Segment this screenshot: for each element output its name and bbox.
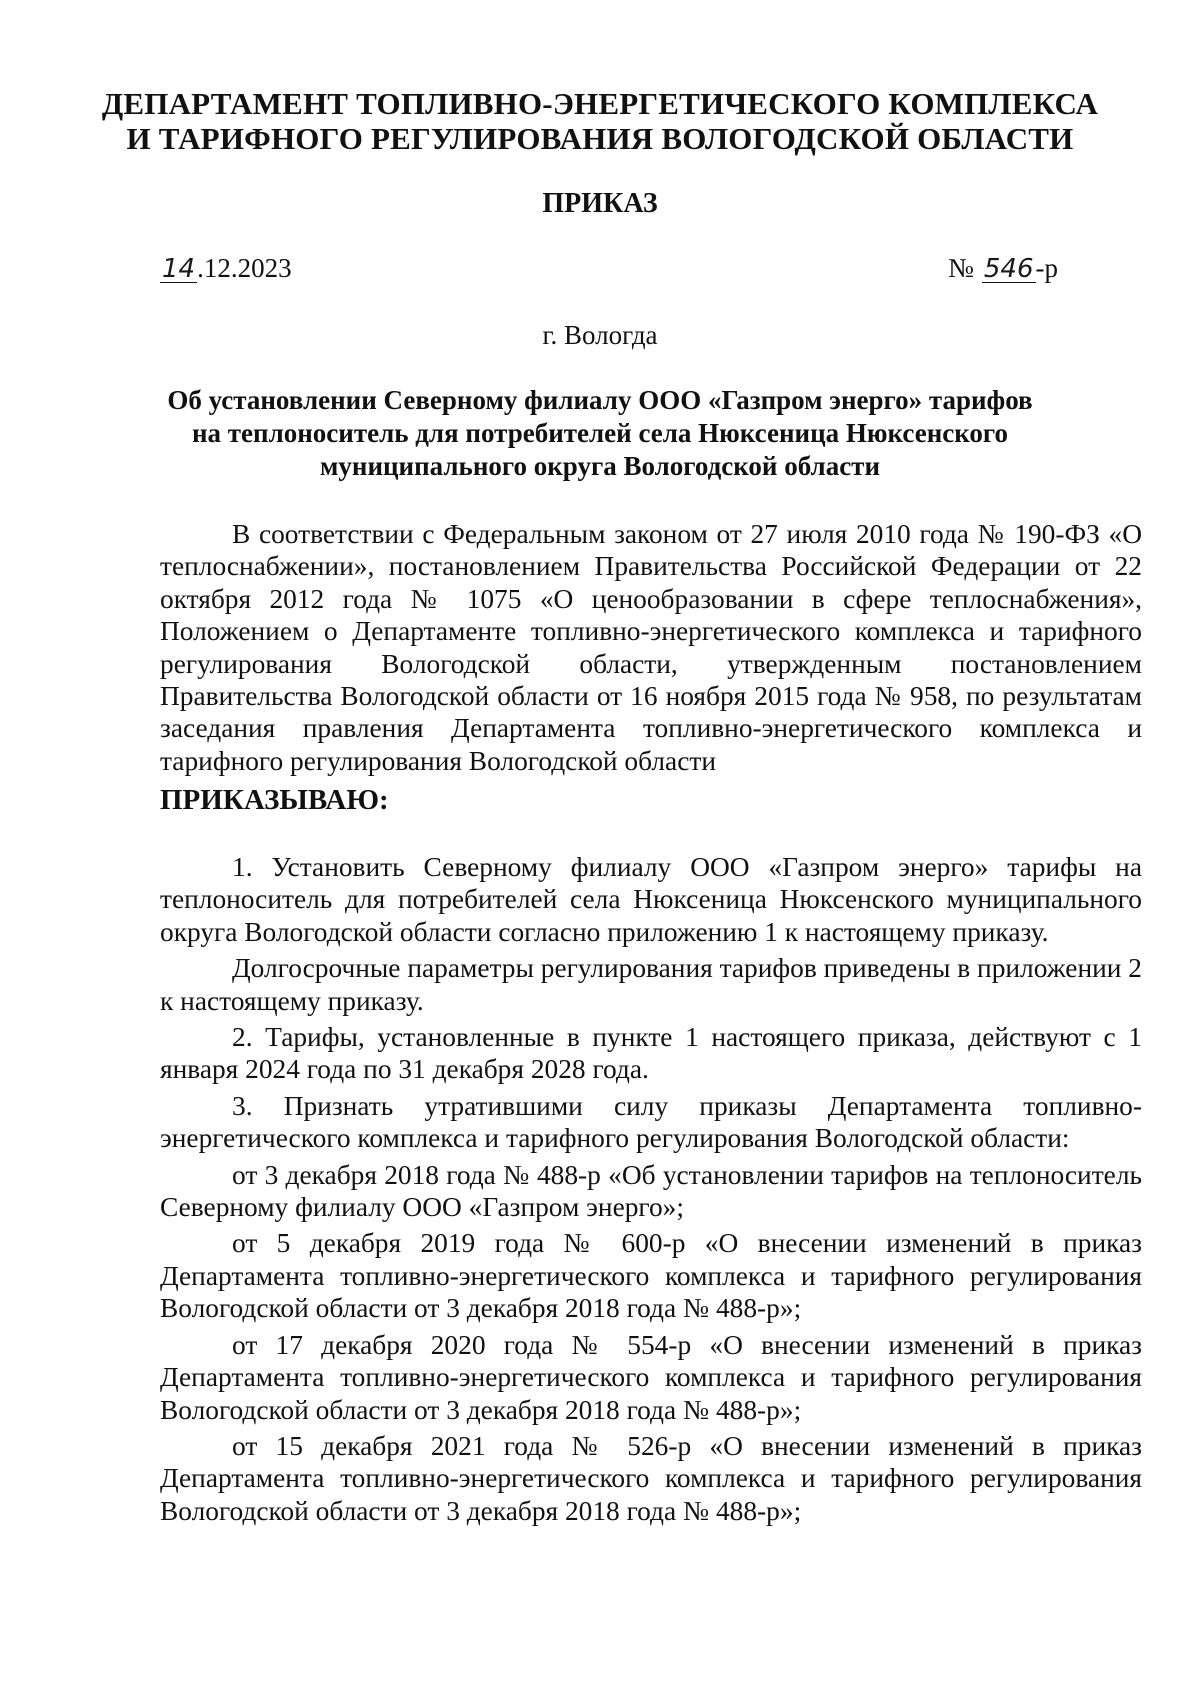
item-paragraph: от 17 декабря 2020 года № 554-р «О внесении изменений в приказ Департамента топливно-энергетического комплекса и тарифного регулирования Вологодской области от 3 декабря 2018 года № 488-р»;	[160, 1329, 1142, 1425]
preamble-block	[160, 518, 1142, 777]
subject-line-3: муниципального округа Вологодской области	[320, 451, 880, 481]
handwritten-number: 546	[983, 254, 1034, 284]
item-paragraph: Долгосрочные параметры регулирования тарифов приведены в приложении 2 к настоящему приказу.	[160, 953, 1142, 1016]
document-date	[160, 253, 292, 283]
item-paragraph: от 5 декабря 2019 года № 600-р «О внесении изменений в приказ Департамента топливно-энергетического комплекса и тарифного регулирования Вологодской области от 3 декабря 2018 года № 488-р»;	[160, 1228, 1142, 1324]
number-suffix: -р	[1035, 253, 1058, 283]
document-number	[948, 253, 1058, 283]
item-paragraph: от 15 декабря 2021 года № 526-р «О внесении изменений в приказ Департамента топливно-энергетического комплекса и тарифного регулирования Вологодской области от 3 декабря 2018 года № 488-р»;	[160, 1430, 1142, 1526]
item-paragraph: 2. Тарифы, установленные в пункте 1 настоящего приказа, действуют с 1 января 2024 года по 31 декабря 2028 года.	[160, 1022, 1142, 1085]
department-name-line-1: ДЕПАРТАМЕНТ ТОПЛИВНО-ЭНЕРГЕТИЧЕСКОГО КОМПЛЕКСА	[101, 86, 1099, 121]
subject-line-2: на теплоноситель для потребителей села Нюксеница Нюксенского	[191, 418, 1009, 448]
city-of-issue: г. Вологда	[542, 320, 658, 350]
subject-line-1: Об установлении Северному филиалу ООО «Газпром энерго» тарифов	[167, 385, 1033, 415]
number-sign: №	[948, 253, 974, 283]
preamble-paragraph: В соответствии с Федеральным законом от 27 июля 2010 года № 190-ФЗ «О теплоснабжении», постановлением Правительства Российской Федерации от 22 октября 2012 года № 1075 «О ценообразовании в сфере теплоснабжения», Положением о Департаменте топливно-энергетического комплекса и тарифного регулирования Вологодской области, утвержденным постановлением Правительства Вологодской области от 16 ноября 2015 года № 958, по результатам заседания правления Департамента топливно-энергетического комплекса и тарифного регулирования Вологодской области	[160, 519, 1142, 776]
item-paragraph: 3. Признать утратившими силу приказы Департамента топливно-энергетического комплекса и тарифного регулирования Вологодской области:	[160, 1090, 1142, 1154]
order-subject	[150, 384, 1050, 483]
item-paragraph: от 3 декабря 2018 года № 488-р «Об установлении тарифов на теплоноситель Северному филиалу ООО «Газпром энерго»;	[160, 1159, 1142, 1223]
department-name-line-2: И ТАРИФНОГО РЕГУЛИРОВАНИЯ ВОЛОГОДСКОЙ ОБЛАСТИ	[126, 121, 1074, 156]
date-month-year: .12.2023	[197, 253, 292, 283]
handwritten-day: 14	[162, 254, 196, 284]
item-paragraph: 1. Установить Северному филиалу ООО «Газпром энерго» тарифы на теплоноситель для потребителей села Нюксеница Нюксенского муниципального округа Вологодской области согласно приложению 1 к настоящему приказу.	[160, 852, 1142, 947]
order-directive: ПРИКАЗЫВАЮ:	[160, 784, 389, 816]
document-type-title: ПРИКАЗ	[542, 188, 658, 219]
order-items	[160, 851, 1142, 1527]
